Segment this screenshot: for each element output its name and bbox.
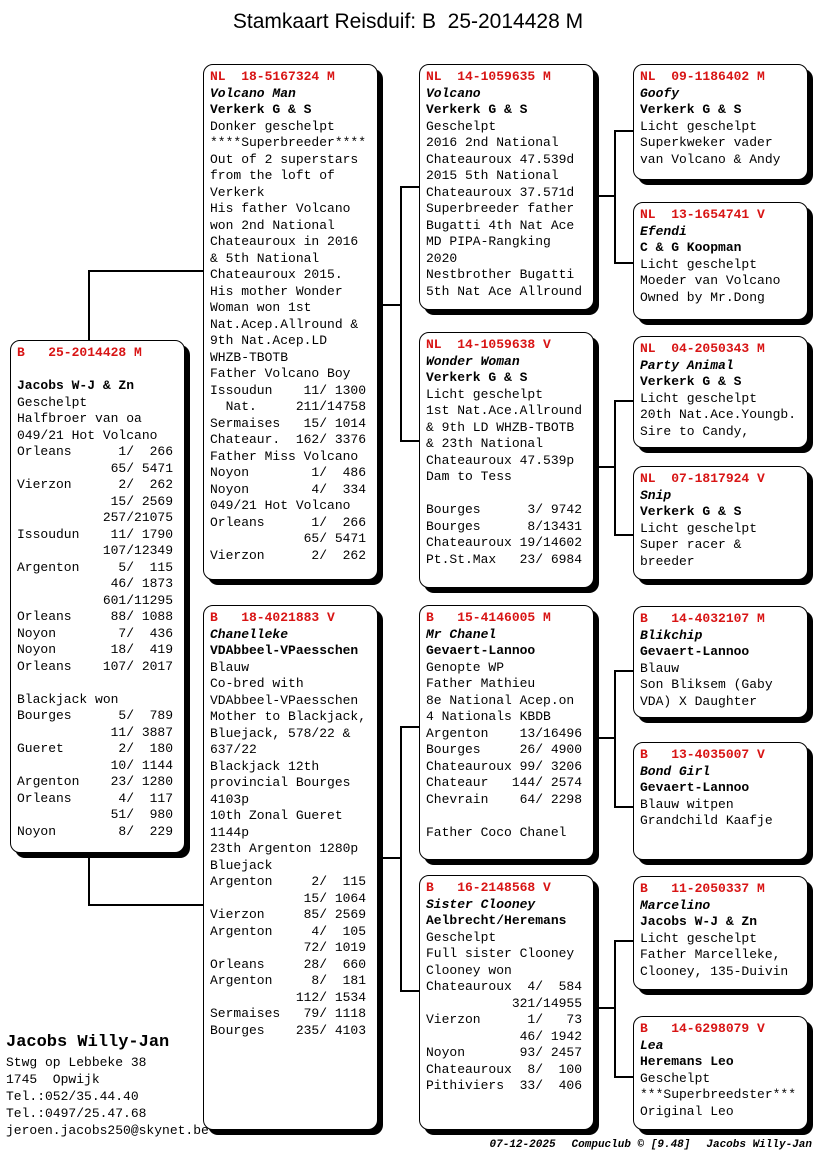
connector-line — [88, 270, 203, 272]
info-line: 049/21 Hot Volcano — [17, 427, 158, 443]
ring-number: NL 14-1059635 M — [426, 69, 551, 84]
pigeon-name: Efendi — [640, 223, 687, 239]
info-line: ***Superbreedster*** — [640, 1087, 797, 1102]
info-line: Full sister Clooney — [426, 946, 575, 961]
info-line: His mother Wonder — [210, 283, 343, 299]
pedigree-box-grandsire-p — [419, 64, 594, 310]
info-line: VDAbbeel-VPaesschen — [210, 692, 359, 708]
info-line: Clooney won — [426, 962, 512, 978]
loft-name: Verkerk G & S — [640, 374, 742, 389]
info-line: 8e National Acep.on — [426, 692, 575, 708]
pedigree-box-father — [203, 64, 378, 580]
info-line: Argenton 5/ 115 — [17, 559, 174, 575]
info-line: Vierzon 85/ 2569 — [210, 907, 367, 922]
info-line: 20th Nat.Ace.Youngb. — [640, 407, 797, 422]
info-line: Blauw witpen — [640, 796, 734, 812]
info-line: Noyon 18/ 419 — [17, 642, 174, 657]
info-line: won 2nd National — [210, 217, 335, 233]
info-line: Licht geschelpt — [640, 930, 758, 946]
info-line: Orleans 28/ 660 — [210, 956, 367, 972]
connector-line — [594, 737, 616, 739]
info-line: 637/22 — [210, 742, 257, 757]
info-line: Bluejack — [210, 857, 273, 873]
info-line: Dam to Tess — [426, 469, 512, 484]
info-line: 601/11295 — [17, 592, 174, 608]
info-line: Father Mathieu — [426, 676, 536, 691]
info-line: Blauw — [640, 660, 680, 676]
footer-owner: Jacobs Willy-Jan — [706, 1139, 812, 1151]
connector-line — [614, 130, 633, 132]
connector-line — [614, 670, 616, 808]
info-line: Nat. 211/14758 — [210, 399, 367, 414]
pedigree-box-mother — [203, 605, 378, 1130]
loft-name: Heremans Leo — [640, 1054, 734, 1069]
ring-number: B 13-4035007 V — [640, 747, 765, 762]
pigeon-name: Volcano — [426, 85, 481, 101]
info-line: Verkerk — [210, 184, 265, 200]
info-line: Orleans 1/ 266 — [17, 444, 174, 459]
info-line: 321/14955 — [426, 995, 583, 1011]
info-line: MD PIPA-Rangking — [426, 234, 551, 249]
info-line: 257/21075 — [17, 510, 174, 525]
info-line: 10th Zonal Gueret — [210, 808, 343, 823]
info-line: 72/ 1019 — [210, 940, 367, 955]
connector-line — [88, 270, 90, 340]
info-line: Moeder van Volcano — [640, 273, 781, 288]
info-line: 2015 5th National — [426, 168, 559, 183]
connector-line — [614, 262, 633, 264]
info-line: Sire to Candy, — [640, 423, 750, 439]
info-line: 5th Nat Ace Allround — [426, 283, 583, 299]
connector-line — [614, 534, 633, 536]
info-line: 112/ 1534 — [210, 989, 367, 1005]
connector-line — [400, 990, 419, 992]
ring-number: B 16-2148568 V — [426, 880, 551, 895]
info-line: Sermaises 15/ 1014 — [210, 415, 367, 431]
info-line: Geschelpt — [640, 1070, 711, 1086]
info-line: 51/ 980 — [17, 807, 174, 822]
connector-line — [614, 940, 616, 1078]
pedigree-box-ggp-1 — [633, 64, 808, 180]
loft-name: Gevaert-Lannoo — [640, 644, 750, 659]
footer — [490, 1139, 812, 1151]
pigeon-name — [17, 362, 178, 379]
pigeon-name: Lea — [640, 1037, 664, 1053]
pigeon-name: Volcano Man — [210, 85, 296, 101]
info-line: Pithiviers 33/ 406 — [426, 1078, 583, 1093]
info-line: Geschelpt — [17, 394, 88, 410]
info-line: Noyon 7/ 436 — [17, 625, 174, 641]
loft-name: Jacobs W-J & Zn — [17, 378, 135, 393]
owner-info-line: 1745 Opwijk — [6, 1072, 100, 1087]
info-line: Argenton 13/16496 — [426, 725, 583, 741]
footer-program: Compuclub © [9.48] — [571, 1139, 691, 1151]
connector-line — [88, 904, 203, 906]
info-line: Orleans 88/ 1088 — [17, 609, 174, 624]
info-line: Father Marcelleke, — [640, 947, 781, 962]
connector-line — [614, 130, 616, 264]
pigeon-name: Snip — [640, 487, 672, 503]
ring-number: B 11-2050337 M — [640, 881, 765, 896]
pedigree-box-ggp-6 — [633, 742, 808, 860]
loft-name: VDAbbeel-VPaesschen — [210, 643, 359, 658]
pigeon-name: Wonder Woman — [426, 353, 520, 369]
info-line: Sermaises 79/ 1118 — [210, 1006, 367, 1021]
info-line: Grandchild Kaafje — [640, 813, 773, 828]
loft-name: Verkerk G & S — [426, 370, 528, 385]
info-line: breeder — [640, 553, 695, 569]
info-line: Argenton 4/ 105 — [210, 923, 367, 939]
info-line: Owned by Mr.Dong — [640, 289, 765, 305]
pedigree-box-ggp-8 — [633, 1016, 808, 1130]
info-line: 2020 — [426, 250, 458, 266]
info-line: Woman won 1st — [210, 300, 312, 315]
info-line: Chateauroux 99/ 3206 — [426, 758, 583, 774]
info-line: Geschelpt — [426, 118, 497, 134]
loft-name: Verkerk G & S — [210, 102, 312, 117]
owner-address — [6, 1054, 209, 1139]
connector-line — [614, 400, 633, 402]
info-line: Argenton 2/ 115 — [210, 874, 367, 889]
loft-name: Gevaert-Lannoo — [640, 780, 750, 795]
info-line: Geschelpt — [426, 929, 497, 945]
connector-line — [378, 857, 402, 859]
pedigree-box-ggp-7 — [633, 876, 808, 990]
info-line: VDA) X Daughter — [640, 693, 758, 709]
connector-line — [614, 1076, 633, 1078]
info-line: Father Volcano Boy — [210, 366, 351, 381]
pedigree-box-ggp-3 — [633, 336, 808, 448]
info-line: & 5th National — [210, 250, 320, 266]
ring-number: NL 09-1186402 M — [640, 69, 765, 84]
info-line: Chateauroux 47.539p — [426, 452, 575, 468]
pedigree-box-ggp-2 — [633, 202, 808, 320]
info-line: Mother to Blackjack, — [210, 709, 367, 724]
info-line: Vierzon 2/ 262 — [210, 547, 367, 563]
info-line: Nestbrother Bugatti — [426, 267, 575, 282]
ring-number: B 18-4021883 V — [210, 610, 335, 625]
info-line: 9th Nat.Acep.LD — [210, 333, 328, 348]
loft-name: Verkerk G & S — [640, 504, 742, 519]
info-line: Licht geschelpt — [640, 118, 758, 134]
info-line: His father Volcano — [210, 201, 351, 216]
info-line: 46/ 1942 — [426, 1028, 583, 1044]
ring-number: NL 13-1654741 V — [640, 207, 765, 222]
info-line: Bugatti 4th Nat Ace — [426, 217, 575, 233]
info-line: 23th Argenton 1280p — [210, 841, 359, 856]
pigeon-name: Blikchip — [640, 627, 703, 643]
pedigree-box-granddam-m — [419, 875, 594, 1130]
info-line: Blackjack won — [17, 691, 119, 707]
info-line: 65/ 5471 — [17, 460, 174, 476]
pedigree-box-grandsire-m — [419, 605, 594, 860]
ring-number: B 14-6298079 V — [640, 1021, 765, 1036]
owner-name: Jacobs Willy-Jan — [6, 1033, 170, 1052]
info-line: Superkweker vader — [640, 135, 773, 150]
info-line: Chateauroux 19/14602 — [426, 535, 583, 550]
connector-line — [378, 304, 402, 306]
pedigree-box-granddam-p — [419, 332, 594, 588]
ring-number: NL 14-1059638 V — [426, 337, 551, 352]
info-line: & 23th National — [426, 436, 544, 451]
info-line: from the loft of — [210, 168, 335, 183]
info-line: WHZB-TBOTB — [210, 349, 289, 365]
pigeon-name: Party Animal — [640, 357, 734, 373]
info-line: Super racer & — [640, 537, 742, 552]
info-line: 1st Nat.Ace.Allround — [426, 403, 583, 418]
info-line: Chateauroux 37.571d — [426, 184, 575, 200]
info-line: Issoudun 11/ 1300 — [210, 382, 367, 398]
pedigree-box-ggp-4 — [633, 466, 808, 580]
info-line: Bourges 8/13431 — [426, 518, 583, 534]
info-line: Licht geschelpt — [640, 256, 758, 272]
info-line: 15/ 1064 — [210, 890, 367, 906]
owner-info-line: Tel.:052/35.44.40 — [6, 1089, 139, 1104]
info-line — [17, 675, 178, 692]
info-line: Orleans 4/ 117 — [17, 790, 174, 806]
connector-line — [594, 466, 616, 468]
connector-line — [88, 853, 90, 906]
pigeon-name: Bond Girl — [640, 763, 711, 779]
owner-info-line: Tel.:0497/25.47.68 — [6, 1106, 147, 1121]
info-line: 46/ 1873 — [17, 576, 174, 591]
info-line: Father Miss Volcano — [210, 448, 359, 464]
pedigree-box-subject — [10, 340, 185, 853]
info-line: Bluejack, 578/22 & — [210, 725, 351, 741]
info-line: Genopte WP — [426, 659, 505, 675]
info-line: Noyon 93/ 2457 — [426, 1045, 583, 1060]
pigeon-name: Mr Chanel — [426, 626, 497, 642]
connector-line — [594, 195, 616, 197]
info-line: Argenton 23/ 1280 — [17, 774, 174, 789]
owner-block — [6, 1032, 209, 1139]
loft-name: Jacobs W-J & Zn — [640, 914, 758, 929]
info-line: Noyon 1/ 486 — [210, 465, 367, 480]
info-line: Chateauroux in 2016 — [210, 234, 359, 249]
connector-line — [614, 806, 633, 808]
connector-line — [614, 670, 633, 672]
pigeon-name: Marcelino — [640, 897, 711, 913]
info-line: Superbreeder father — [426, 201, 575, 216]
info-line: Vierzon 1/ 73 — [426, 1012, 583, 1027]
info-line: Bourges 26/ 4900 — [426, 742, 583, 757]
info-line: Bourges 3/ 9742 — [426, 502, 583, 517]
connector-line — [614, 940, 633, 942]
info-line: 15/ 2569 — [17, 493, 174, 509]
info-line: 4103p — [210, 791, 250, 807]
info-line: Noyon 4/ 334 — [210, 481, 367, 497]
info-line: Original Leo — [640, 1103, 734, 1119]
info-line: Noyon 8/ 229 — [17, 823, 174, 839]
pigeon-name: Goofy — [640, 85, 680, 101]
info-line: Co-bred with — [210, 676, 304, 691]
page-title: Stamkaart Reisduif: B 25-2014428 M — [232, 10, 584, 33]
info-line: Father Coco Chanel — [426, 824, 567, 840]
loft-name: C & G Koopman — [640, 240, 742, 255]
info-line: 65/ 5471 — [210, 531, 367, 546]
info-line: Chateaur. 162/ 3376 — [210, 432, 367, 447]
loft-name: Aelbrecht/Heremans — [426, 913, 567, 928]
info-line: Chateauroux 2015. — [210, 267, 343, 282]
info-line: Blackjack 12th — [210, 758, 320, 774]
info-line: 4 Nationals KBDB — [426, 709, 551, 724]
info-line: Argenton 8/ 181 — [210, 973, 367, 988]
info-line: Vierzon 2/ 262 — [17, 477, 174, 492]
info-line: Licht geschelpt — [640, 520, 758, 536]
info-line: Pt.St.Max 23/ 6984 — [426, 551, 583, 567]
connector-line — [594, 1007, 616, 1009]
info-line: Chevrain 64/ 2298 — [426, 791, 583, 807]
connector-line — [400, 186, 402, 442]
info-line — [426, 486, 587, 503]
owner-info-line: Stwg op Lebbeke 38 — [6, 1055, 147, 1070]
info-line: Clooney, 135-Duivin — [640, 963, 789, 979]
info-line: Chateauroux 4/ 584 — [426, 979, 583, 994]
footer-date: 07-12-2025 — [489, 1139, 556, 1151]
info-line: provincial Bourges — [210, 775, 351, 790]
info-line: Licht geschelpt — [426, 386, 544, 402]
info-line: Bourges 235/ 4103 — [210, 1022, 367, 1038]
info-line: Chateaur 144/ 2574 — [426, 775, 583, 790]
info-line: Nat.Acep.Allround & — [210, 316, 359, 332]
connector-line — [400, 726, 402, 992]
info-line: 2016 2nd National — [426, 135, 559, 150]
connector-line — [400, 726, 419, 728]
info-line: Bourges 5/ 789 — [17, 708, 174, 723]
info-line: Orleans 107/ 2017 — [17, 658, 174, 674]
ring-number: B 14-4032107 M — [640, 611, 765, 626]
info-line: Out of 2 superstars — [210, 151, 359, 167]
info-line: & 9th LD WHZB-TBOTB — [426, 419, 575, 435]
info-line: 049/21 Hot Volcano — [210, 498, 351, 513]
info-line: 11/ 3887 — [17, 724, 174, 740]
info-line: Gueret 2/ 180 — [17, 741, 174, 756]
info-line: 107/12349 — [17, 543, 174, 558]
ring-number: B 25-2014428 M — [17, 345, 142, 360]
info-line: Son Bliksem (Gaby — [640, 677, 773, 692]
connector-line — [400, 440, 419, 442]
info-line: Licht geschelpt — [640, 390, 758, 406]
info-line: Issoudun 11/ 1790 — [17, 526, 174, 542]
connector-line — [614, 400, 616, 536]
ring-number: B 15-4146005 M — [426, 610, 551, 625]
info-line: Chateauroux 8/ 100 — [426, 1061, 583, 1077]
info-line: Orleans 1/ 266 — [210, 514, 367, 530]
info-line: ****Superbreeder**** — [210, 135, 367, 150]
info-line: Chateauroux 47.539d — [426, 151, 575, 167]
info-line: Donker geschelpt — [210, 118, 335, 134]
pigeon-name: Chanelleke — [210, 626, 289, 642]
ring-number: NL 04-2050343 M — [640, 341, 765, 356]
pigeon-name: Sister Clooney — [426, 896, 536, 912]
info-line: van Volcano & Andy — [640, 151, 781, 167]
info-line: 10/ 1144 — [17, 757, 174, 773]
info-line: Halfbroer van oa — [17, 411, 142, 426]
ring-number: NL 07-1817924 V — [640, 471, 765, 486]
connector-line — [400, 186, 419, 188]
owner-info-line: jeroen.jacobs250@skynet.be — [6, 1123, 209, 1138]
ring-number: NL 18-5167324 M — [210, 69, 335, 84]
info-line: 1144p — [210, 824, 250, 840]
info-line — [426, 808, 587, 825]
pedigree-box-ggp-5 — [633, 606, 808, 718]
loft-name: Verkerk G & S — [640, 102, 742, 117]
loft-name: Verkerk G & S — [426, 102, 528, 117]
loft-name: Gevaert-Lannoo — [426, 643, 536, 658]
info-line: Blauw — [210, 659, 250, 675]
